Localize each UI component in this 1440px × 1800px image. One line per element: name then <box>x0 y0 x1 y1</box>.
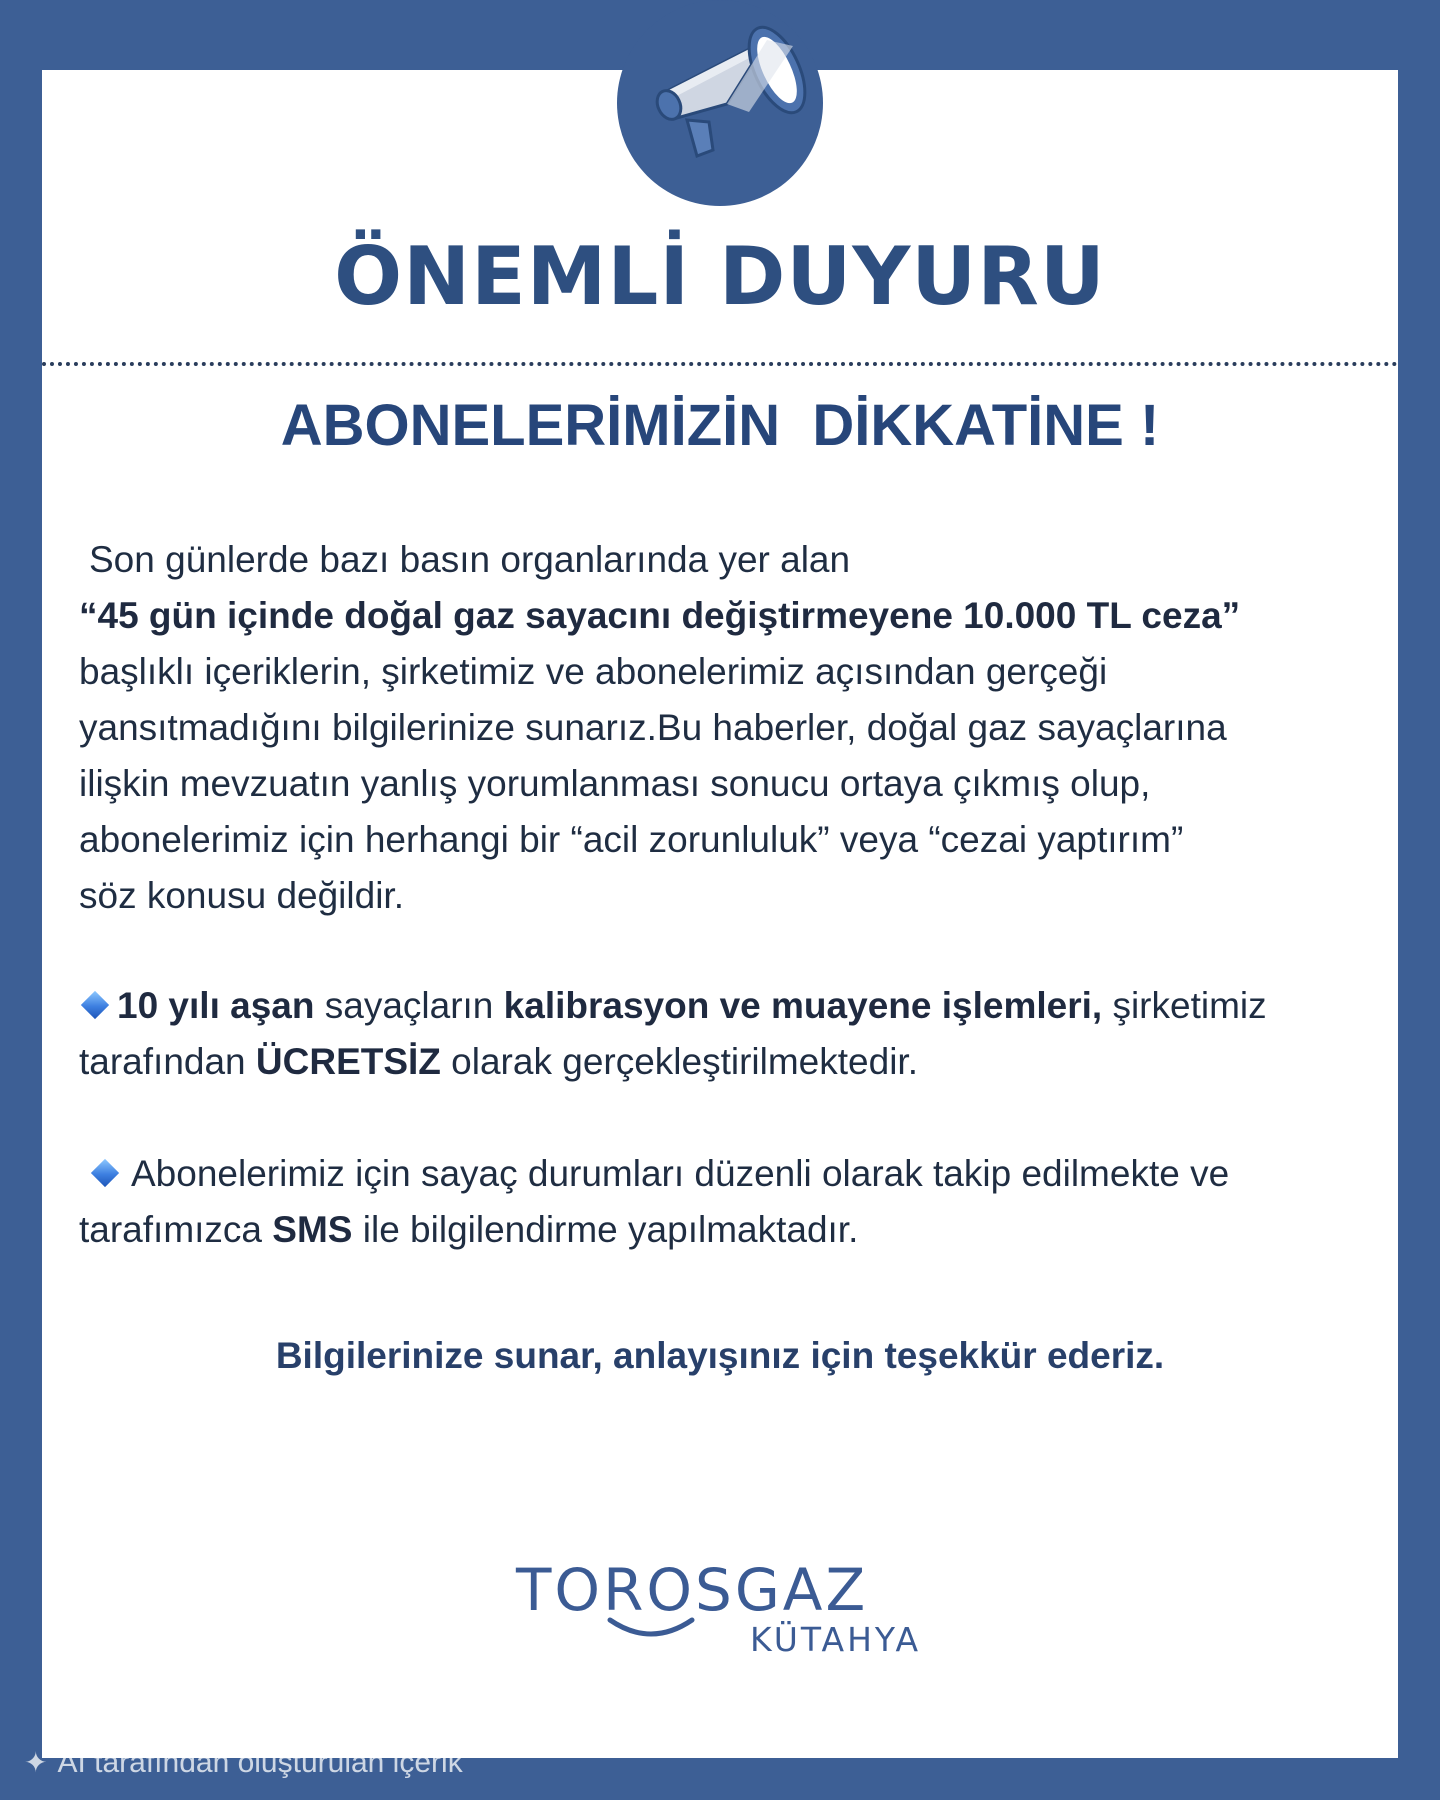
bullet-bold: 10 yılı aşan <box>117 985 315 1026</box>
megaphone-icon <box>617 0 823 206</box>
intro-line: başlıklı içeriklerin, şirketimiz ve abonelerimiz açısından gerçeği <box>79 651 1108 692</box>
logo-name: TOROSGAZ <box>516 1556 869 1624</box>
ai-generated-label <box>24 1746 463 1780</box>
bullet-bold: ÜCRETSİZ <box>255 1041 441 1082</box>
intro-line: ilişkin mevzuatın yanlış yorumlanması sonucu ortaya çıkmış olup, <box>79 763 1151 804</box>
intro-line: yansıtmadığını bilgilerinize sunarız.Bu haberler, doğal gaz sayaçlarına <box>79 707 1227 748</box>
page-title: ÖNEMLİ DUYURU <box>334 230 1106 323</box>
bullet-text: ile bilgilendirme yapılmaktadır. <box>352 1209 859 1250</box>
diamond-bullet-icon <box>81 991 109 1019</box>
bullet-text: sayaçların <box>314 985 504 1026</box>
intro-paragraph <box>79 532 1379 924</box>
headline-quote: “45 gün içinde doğal gaz sayacını değiştirmeyene 10.000 TL ceza” <box>79 595 1241 636</box>
closing-note: Bilgilerinize sunar, anlayışınız için teşekkür ederiz. <box>275 1335 1165 1376</box>
megaphone-badge <box>617 0 823 206</box>
smile-swoosh-icon <box>606 1614 696 1644</box>
bullet-text: tarafından <box>79 1041 256 1082</box>
divider <box>42 362 1398 366</box>
torosgaz-logo <box>516 1556 956 1676</box>
bullet-text: tarafımızca <box>79 1209 273 1250</box>
bullet-text: şirketimiz <box>1102 985 1267 1026</box>
subtitle: ABONELERİMİZİN DİKKATİNE ! <box>280 393 1160 458</box>
bullet-text: olarak gerçekleştirilmektedir. <box>440 1041 918 1082</box>
ai-note-text: AI tarafından oluşturulan içerik <box>57 1746 463 1779</box>
bullet-sms-info <box>79 1146 1379 1258</box>
diamond-bullet-icon <box>91 1159 119 1187</box>
intro-line: abonelerimiz için herhangi bir “acil zorunluluk” veya “cezai yaptırım” <box>79 819 1184 860</box>
sparkle-icon: ✦ <box>24 1747 48 1778</box>
bullet-text: Abonelerimiz için sayaç durumları düzenli olarak takip edilmekte ve <box>131 1153 1230 1194</box>
bullet-bold: SMS <box>272 1209 353 1250</box>
intro-line: söz konusu değildir. <box>79 875 404 916</box>
intro-line: Son günlerde bazı basın organlarında yer alan <box>89 539 851 580</box>
bullet-bold: kalibrasyon ve muayene işlemleri, <box>503 985 1103 1026</box>
logo-city: KÜTAHYA <box>750 1620 922 1659</box>
bullet-free-calibration <box>79 978 1379 1090</box>
